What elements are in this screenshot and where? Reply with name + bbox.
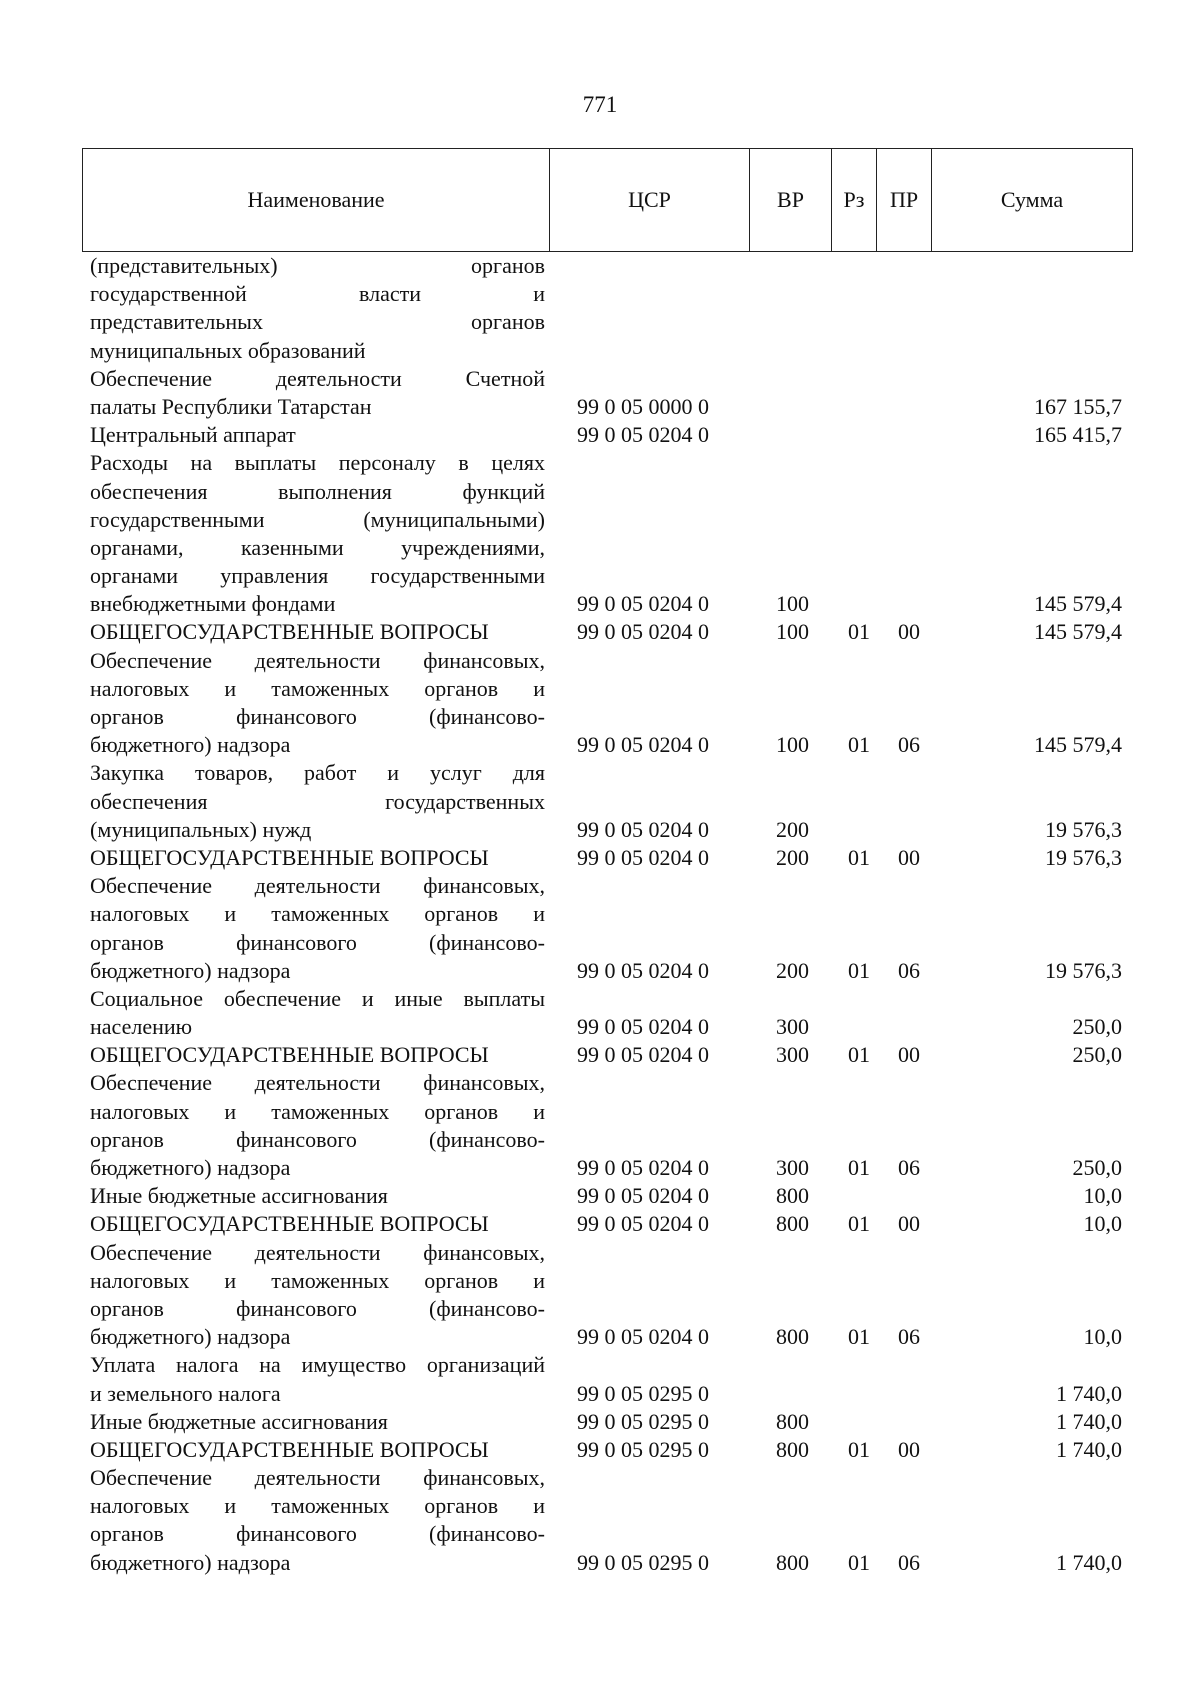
header-name: Наименование xyxy=(83,149,550,252)
row-name xyxy=(90,1436,545,1464)
row-sum: 1 740,0 xyxy=(1056,1380,1122,1406)
row-name-line: налоговых и таможенных органов и xyxy=(90,901,545,927)
row-pr: 06 xyxy=(898,1155,920,1180)
row-name-line: налоговых и таможенных органов и xyxy=(90,1493,545,1519)
row-vr: 800 xyxy=(776,1324,809,1350)
row-rz: 01 xyxy=(848,1436,870,1462)
row-sum: 250,0 xyxy=(1072,1042,1122,1068)
row-name-line: ОБЩЕГОСУДАРСТВЕННЫЕ ВОПРОСЫ xyxy=(90,844,489,870)
row-csr: 99 0 05 0204 0 xyxy=(577,1014,709,1040)
row-csr: 99 0 05 0204 0 xyxy=(577,422,709,448)
row-name-line: налоговых и таможенных органов и xyxy=(90,675,545,701)
row-sum: 145 579,4 xyxy=(1034,619,1122,645)
row-name-line: Уплата налога на имущество организаций xyxy=(90,1352,545,1378)
row-name-line: налоговых и таможенных органов и xyxy=(90,1267,545,1293)
row-name-line: органов финансового (финансово- xyxy=(90,704,545,729)
row-name xyxy=(90,1041,545,1069)
row-name-line: и земельного налога xyxy=(90,1380,281,1406)
row-sum: 1 740,0 xyxy=(1056,1436,1122,1462)
row-name xyxy=(90,1239,545,1352)
row-vr: 200 xyxy=(776,816,809,842)
row-pr: 06 xyxy=(898,732,920,758)
row-csr: 99 0 05 0295 0 xyxy=(577,1436,709,1462)
table-row xyxy=(0,759,1200,844)
row-name xyxy=(90,449,545,618)
table-row xyxy=(0,252,1200,365)
row-name-line: ОБЩЕГОСУДАРСТВЕННЫЕ ВОПРОСЫ xyxy=(90,619,489,645)
row-name xyxy=(90,872,545,985)
table-row xyxy=(0,1436,1200,1464)
row-rz: 01 xyxy=(848,1211,870,1237)
row-rz: 01 xyxy=(848,619,870,645)
table-row xyxy=(0,647,1200,760)
row-sum: 19 576,3 xyxy=(1045,816,1122,842)
row-name-line: бюджетного) надзора xyxy=(90,732,291,758)
row-name xyxy=(90,252,545,365)
row-name xyxy=(90,985,545,1041)
row-rz: 01 xyxy=(848,732,870,758)
row-name xyxy=(90,1408,545,1436)
row-name-line: муниципальных образований xyxy=(90,337,366,363)
row-sum: 19 576,3 xyxy=(1045,957,1122,983)
row-name-line: Расходы на выплаты персоналу в целях xyxy=(90,450,545,476)
row-vr: 300 xyxy=(776,1014,809,1040)
header-rz: Рз xyxy=(832,149,877,252)
row-vr: 200 xyxy=(776,844,809,870)
row-sum: 10,0 xyxy=(1083,1183,1122,1209)
row-name-line: Обеспечение деятельности финансовых, xyxy=(90,647,545,673)
row-name xyxy=(90,365,545,421)
row-rz: 01 xyxy=(848,1042,870,1068)
row-csr: 99 0 05 0204 0 xyxy=(577,591,709,617)
row-pr: 00 xyxy=(898,1211,920,1237)
table-row xyxy=(0,421,1200,449)
row-pr: 00 xyxy=(898,619,920,645)
row-csr: 99 0 05 0204 0 xyxy=(577,844,709,870)
row-name-line: Обеспечение деятельности Счетной xyxy=(90,365,545,391)
row-vr: 100 xyxy=(776,591,809,617)
row-name-line: органами управления государственными xyxy=(90,563,545,589)
row-name xyxy=(90,421,545,449)
row-name-line: государственными (муниципальными) xyxy=(90,506,545,532)
table-row xyxy=(0,1351,1200,1407)
table-row xyxy=(0,1408,1200,1436)
table-row xyxy=(0,365,1200,421)
table-row xyxy=(0,1041,1200,1069)
header-sum: Сумма xyxy=(932,149,1133,252)
row-name-line: (муниципальных) нужд xyxy=(90,816,312,842)
row-name-line: (представительных) органов xyxy=(90,253,545,278)
row-csr: 99 0 05 0204 0 xyxy=(577,1211,709,1237)
row-rz: 01 xyxy=(848,1155,870,1180)
row-name-line: Обеспечение деятельности финансовых, xyxy=(90,1465,545,1491)
row-vr: 800 xyxy=(776,1183,809,1209)
row-name-line: органов финансового (финансово- xyxy=(90,929,545,955)
row-sum: 250,0 xyxy=(1072,1014,1122,1040)
table-row xyxy=(0,1464,1200,1577)
row-csr: 99 0 05 0204 0 xyxy=(577,1155,709,1180)
row-vr: 800 xyxy=(776,1408,809,1434)
row-csr: 99 0 05 0204 0 xyxy=(577,957,709,983)
row-pr: 00 xyxy=(898,1436,920,1462)
row-pr: 06 xyxy=(898,1324,920,1350)
row-name-line: органов финансового (финансово- xyxy=(90,1295,545,1321)
row-name-line: органов финансового (финансово- xyxy=(90,1126,545,1152)
row-name-line: бюджетного) надзора xyxy=(90,1155,291,1180)
row-rz: 01 xyxy=(848,1324,870,1350)
row-sum: 10,0 xyxy=(1083,1324,1122,1350)
row-name-line: органов финансового (финансово- xyxy=(90,1521,545,1547)
row-vr: 800 xyxy=(776,1436,809,1462)
row-name xyxy=(90,1464,545,1577)
row-vr: 100 xyxy=(776,619,809,645)
row-csr: 99 0 05 0204 0 xyxy=(577,816,709,842)
row-csr: 99 0 05 0295 0 xyxy=(577,1549,709,1575)
table-row xyxy=(0,1069,1200,1182)
table-row xyxy=(0,449,1200,618)
row-csr: 99 0 05 0295 0 xyxy=(577,1380,709,1406)
row-sum: 250,0 xyxy=(1072,1155,1122,1180)
row-rz: 01 xyxy=(848,1549,870,1575)
row-vr: 200 xyxy=(776,957,809,983)
row-pr: 00 xyxy=(898,1042,920,1068)
header-csr: ЦСР xyxy=(550,149,750,252)
row-sum: 19 576,3 xyxy=(1045,844,1122,870)
row-name-line: Социальное обеспечение и иные выплаты xyxy=(90,985,545,1011)
row-rz: 01 xyxy=(848,844,870,870)
table-row xyxy=(0,844,1200,872)
row-name-line: Центральный аппарат xyxy=(90,422,296,448)
row-name-line: налоговых и таможенных органов и xyxy=(90,1098,545,1124)
table-row xyxy=(0,1182,1200,1210)
row-name xyxy=(90,618,545,646)
row-sum: 145 579,4 xyxy=(1034,732,1122,758)
table-body xyxy=(0,252,1200,1577)
page-number: 771 xyxy=(582,92,618,117)
table-row xyxy=(0,1239,1200,1352)
row-name xyxy=(90,844,545,872)
table-row xyxy=(0,1210,1200,1238)
row-name-line: бюджетного) надзора xyxy=(90,1549,291,1575)
row-name-line: обеспечения государственных xyxy=(90,788,545,814)
row-csr: 99 0 05 0295 0 xyxy=(577,1408,709,1434)
row-name xyxy=(90,1351,545,1407)
row-name-line: органами, казенными учреждениями, xyxy=(90,534,545,560)
row-name-line: Обеспечение деятельности финансовых, xyxy=(90,1239,545,1265)
row-name-line: Обеспечение деятельности финансовых, xyxy=(90,873,545,899)
row-name xyxy=(90,759,545,844)
row-name-line: бюджетного) надзора xyxy=(90,957,291,983)
row-name xyxy=(90,647,545,760)
row-csr: 99 0 05 0204 0 xyxy=(577,1324,709,1350)
table-row xyxy=(0,985,1200,1041)
row-pr: 00 xyxy=(898,844,920,870)
row-name xyxy=(90,1182,545,1210)
row-vr: 300 xyxy=(776,1155,809,1180)
row-name-line: ОБЩЕГОСУДАРСТВЕННЫЕ ВОПРОСЫ xyxy=(90,1042,489,1068)
row-name-line: палаты Республики Татарстан xyxy=(90,393,372,419)
row-vr: 300 xyxy=(776,1042,809,1068)
row-name-line: Закупка товаров, работ и услуг для xyxy=(90,760,545,786)
table-row xyxy=(0,872,1200,985)
row-name-line: Обеспечение деятельности финансовых, xyxy=(90,1070,545,1096)
row-name-line: представительных органов xyxy=(90,309,545,335)
row-name-line: ОБЩЕГОСУДАРСТВЕННЫЕ ВОПРОСЫ xyxy=(90,1436,489,1462)
header-pr: ПР xyxy=(877,149,932,252)
row-sum: 167 155,7 xyxy=(1034,393,1122,419)
row-csr: 99 0 05 0204 0 xyxy=(577,1183,709,1209)
row-name-line: ОБЩЕГОСУДАРСТВЕННЫЕ ВОПРОСЫ xyxy=(90,1211,489,1237)
row-sum: 1 740,0 xyxy=(1056,1549,1122,1575)
row-csr: 99 0 05 0204 0 xyxy=(577,619,709,645)
row-vr: 100 xyxy=(776,732,809,758)
row-sum: 1 740,0 xyxy=(1056,1408,1122,1434)
row-name-line: бюджетного) надзора xyxy=(90,1324,291,1350)
row-name-line: населению xyxy=(90,1014,193,1040)
row-vr: 800 xyxy=(776,1211,809,1237)
header-vr: ВР xyxy=(750,149,832,252)
row-name-line: Иные бюджетные ассигнования xyxy=(90,1183,388,1209)
row-name-line: государственной власти и xyxy=(90,281,545,307)
row-sum: 10,0 xyxy=(1083,1211,1122,1237)
row-pr: 06 xyxy=(898,1549,920,1575)
row-sum: 145 579,4 xyxy=(1034,591,1122,617)
row-rz: 01 xyxy=(848,957,870,983)
table-header xyxy=(82,148,1133,252)
row-pr: 06 xyxy=(898,957,920,983)
row-name-line: Иные бюджетные ассигнования xyxy=(90,1408,388,1434)
row-csr: 99 0 05 0204 0 xyxy=(577,732,709,758)
row-name-line: внебюджетными фондами xyxy=(90,591,336,617)
table-row xyxy=(0,618,1200,646)
row-sum: 165 415,7 xyxy=(1034,422,1122,448)
row-name xyxy=(90,1210,545,1238)
row-vr: 800 xyxy=(776,1549,809,1575)
row-csr: 99 0 05 0204 0 xyxy=(577,1042,709,1068)
row-name xyxy=(90,1069,545,1182)
row-csr: 99 0 05 0000 0 xyxy=(577,393,709,419)
row-name-line: обеспечения выполнения функций xyxy=(90,478,545,504)
